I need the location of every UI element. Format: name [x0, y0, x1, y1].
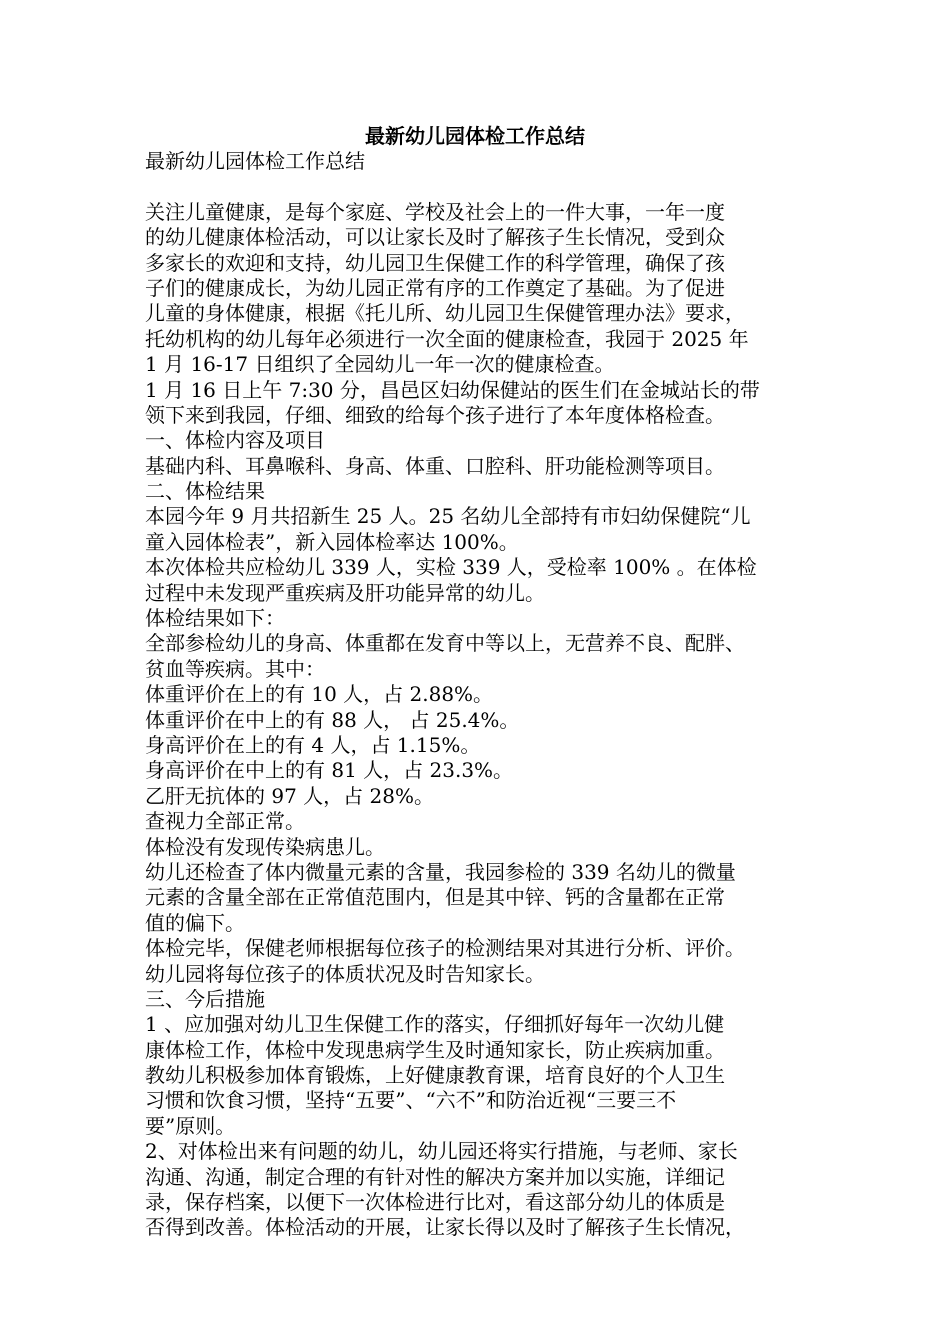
body-text-line: 体检完毕，保健老师根据每位孩子的检测结果对其进行分析、评价。 — [145, 936, 745, 961]
blank-line — [145, 174, 810, 199]
body-text-line: 全部参检幼儿的身高、体重都在发育中等以上，无营养不良、配胖、 — [145, 631, 745, 656]
body-text-line: 2、对体检出来有问题的幼儿，幼儿园还将实行措施，与老师、家长 — [145, 1139, 738, 1164]
body-text-line: 最新幼儿园体检工作总结 — [145, 149, 365, 173]
body-text-line: 否得到改善。体检活动的开展，让家长得以及时了解孩子生长情况， — [145, 1215, 745, 1240]
body-text-line: 体重评价在上的有 10 人，占 2.88%。 — [145, 682, 494, 707]
body-text-line: 三、今后措施 — [145, 986, 265, 1011]
body-text-line: 贫血等疾病。其中： — [145, 656, 325, 681]
body-text-line: 身高评价在中上的有 81 人，占 23.3%。 — [145, 758, 514, 783]
body-text-line: 儿童的身体健康，根据《托儿所、幼儿园卫生保健管理办法》要求， — [145, 301, 745, 326]
body-text-line: 乙肝无抗体的 97 人，占 28%。 — [145, 783, 434, 808]
body-text-line: 录，保存档案，以便下一次体检进行比对，看这部分幼儿的体质是 — [145, 1190, 725, 1215]
body-text-line: 多家长的欢迎和支持，幼儿园卫生保健工作的科学管理，确保了孩 — [145, 250, 725, 275]
body-text-line: 托幼机构的幼儿每年必须进行一次全面的健康检查，我园于 2025 年 — [145, 326, 749, 351]
document-body — [145, 149, 810, 1241]
body-text-line: 的幼儿健康体检活动，可以让家长及时了解孩子生长情况，受到众 — [145, 225, 725, 250]
body-text-line: 身高评价在上的有 4 人，占 1.15%。 — [145, 732, 481, 757]
body-text-line: 本园今年 9 月共招新生 25 人。25 名幼儿全部持有市妇幼保健院“儿 — [145, 504, 751, 529]
body-text-line: 沟通、沟通，制定合理的有针对性的解决方案并加以实施，详细记 — [145, 1164, 725, 1189]
body-text-line: 康体检工作，体检中发现患病学生及时通知家长，防止疾病加重。 — [145, 1037, 725, 1062]
body-text-line: 1 、应加强对幼儿卫生保健工作的落实，仔细抓好每年一次幼儿健 — [145, 1012, 725, 1037]
body-text-line: 幼儿园将每位孩子的体质状况及时告知家长。 — [145, 961, 545, 986]
body-text-line: 1 月 16-17 日组织了全园幼儿一年一次的健康检查。 — [145, 352, 615, 377]
body-text-line: 习惯和饮食习惯，坚持“五要”、“六不”和防治近视“三要三不 — [145, 1088, 677, 1113]
body-text-line: 领下来到我园，仔细、细致的给每个孩子进行了本年度体格检查。 — [145, 402, 725, 427]
body-text-line: 幼儿还检查了体内微量元素的含量，我园参检的 339 名幼儿的微量 — [145, 859, 736, 884]
body-text-line: 基础内科、耳鼻喉科、身高、体重、口腔科、肝功能检测等项目。 — [145, 453, 725, 478]
body-text-line: 值的偏下。 — [145, 910, 245, 935]
body-text-line: 子们的健康成长，为幼儿园正常有序的工作奠定了基础。为了促进 — [145, 275, 725, 300]
body-text-line: 一、体检内容及项目 — [145, 428, 325, 453]
body-text-line: 关注儿童健康，是每个家庭、学校及社会上的一件大事，一年一度 — [145, 199, 725, 224]
body-text-line: 要”原则。 — [145, 1113, 236, 1138]
body-text-line: 体检没有发现传染病患儿。 — [145, 834, 385, 859]
body-text-line: 体重评价在中上的有 88 人， 占 25.4%。 — [145, 707, 520, 732]
body-text-line: 童入园体检表”，新入园体检率达 100%。 — [145, 529, 519, 554]
body-text-line: 过程中未发现严重疾病及肝功能异常的幼儿。 — [145, 580, 545, 605]
body-text-line: 教幼儿积极参加体育锻炼，上好健康教育课，培育良好的个人卫生 — [145, 1063, 725, 1088]
body-text-line: 体检结果如下： — [145, 606, 285, 631]
body-text-line: 查视力全部正常。 — [145, 809, 305, 834]
body-text-line: 二、体检结果 — [145, 479, 265, 504]
document-title: 最新幼儿园体检工作总结 — [365, 124, 585, 148]
body-text-line: 1 月 16 日上午 7:30 分，昌邑区妇幼保健站的医生们在金城站长的带 — [145, 377, 760, 402]
body-text-line: 元素的含量全部在正常值范围内，但是其中锌、钙的含量都在正常 — [145, 885, 725, 910]
body-text-line: 本次体检共应检幼儿 339 人，实检 339 人，受检率 100% 。在体检 — [145, 555, 757, 580]
